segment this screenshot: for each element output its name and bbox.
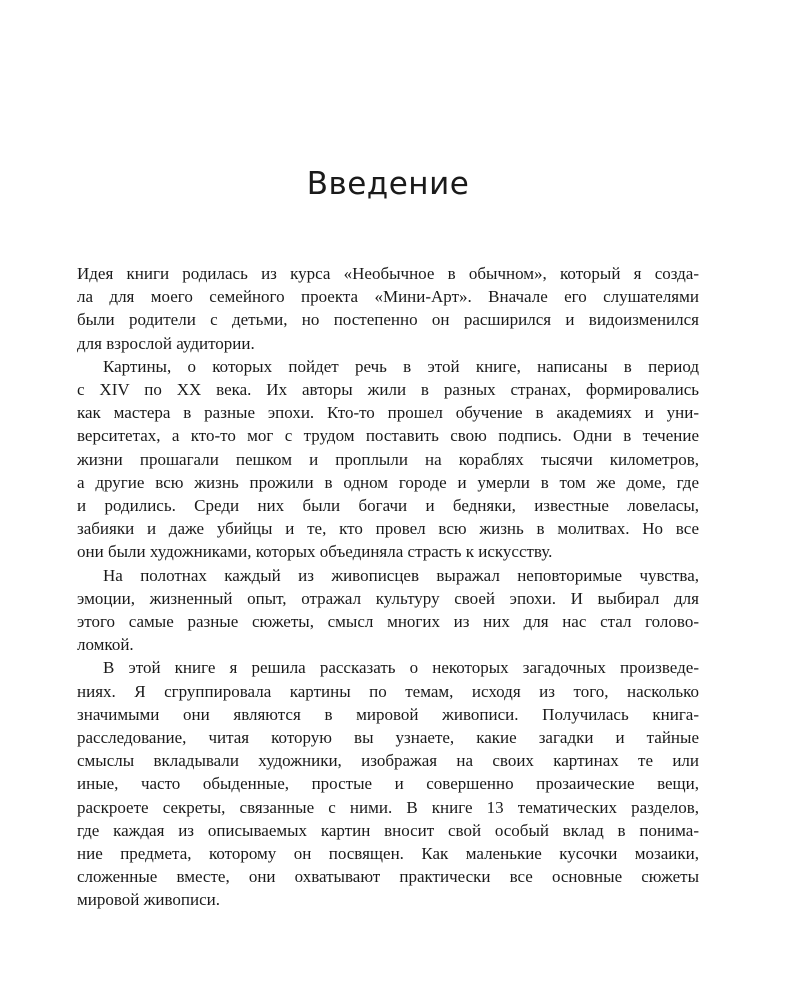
text-line: ниях. Я сгруппировала картины по темам, исходя из того, насколько [77,681,699,701]
text-line: значимыми они являются в мировой живописи. Получилась книга- [77,704,699,724]
text-line: как мастера в разные эпохи. Кто-то прошел обучение в академиях и уни- [77,403,699,423]
text-line: раскроете секреты, связанные с ними. В книге 13 тематических разделов, [77,797,699,817]
body-text [77,262,699,912]
text-line: забияки и даже убийцы и те, кто провел всю жизнь в молитвах. Но все [77,519,699,539]
paragraph [77,564,699,657]
text-line: ломкой. [77,635,134,655]
text-line: иные, часто обыденные, простые и совершенно прозаические вещи, [77,774,699,794]
text-line: они были художниками, которых объединяла страсть к искусству. [77,542,553,562]
text-line: мировой живописи. [77,890,220,910]
paragraph [77,656,699,911]
text-line: ние предмета, которому он посвящен. Как маленькие кусочки мозаики, [77,844,699,864]
text-line: сложенные вместе, они охватывают практически все основные сюжеты [77,867,699,887]
text-line: В этой книге я решила рассказать о некоторых загадочных произведе- [103,658,699,678]
text-line: расследование, читая которую вы узнаете, какие загадки и тайные [77,728,699,748]
text-line: Картины, о которых пойдет речь в этой книге, написаны в период [103,356,699,376]
text-line: эмоции, жизненный опыт, отражал культуру своей эпохи. И выбирал для [77,588,699,608]
paragraph [77,262,699,355]
text-line: смыслы вкладывали художники, изображая на своих картинах те или [77,751,699,771]
text-line: Идея книги родилась из курса «Необычное в обычном», который я созда- [77,264,699,283]
text-line: и родились. Среди них были богачи и бедняки, известные ловеласы, [77,496,699,516]
page-title: Введение [306,166,470,202]
text-line: с XIV по XX века. Их авторы жили в разных странах, формировались [77,380,699,400]
text-line: ла для моего семейного проекта «Мини-Арт». Вначале его слушателями [77,287,699,307]
text-line: где каждая из описываемых картин вносит свой особый вклад в понима- [77,820,699,840]
text-line: этого самые разные сюжеты, смысл многих из них для нас стал голово- [77,612,699,632]
text-line: верситетах, а кто-то мог с трудом поставить свою подпись. Одни в течение [77,426,699,446]
text-line: были родители с детьми, но постепенно он расширился и видоизменился [77,310,699,330]
paragraph [77,355,699,564]
text-line: для взрослой аудитории. [77,333,255,353]
text-line: жизни прошагали пешком и проплыли на кораблях тысячи километров, [77,449,699,469]
text-line: На полотнах каждый из живописцев выражал неповторимые чувства, [103,565,699,585]
text-line: а другие всю жизнь прожили в одном городе и умерли в том же доме, где [77,472,699,492]
